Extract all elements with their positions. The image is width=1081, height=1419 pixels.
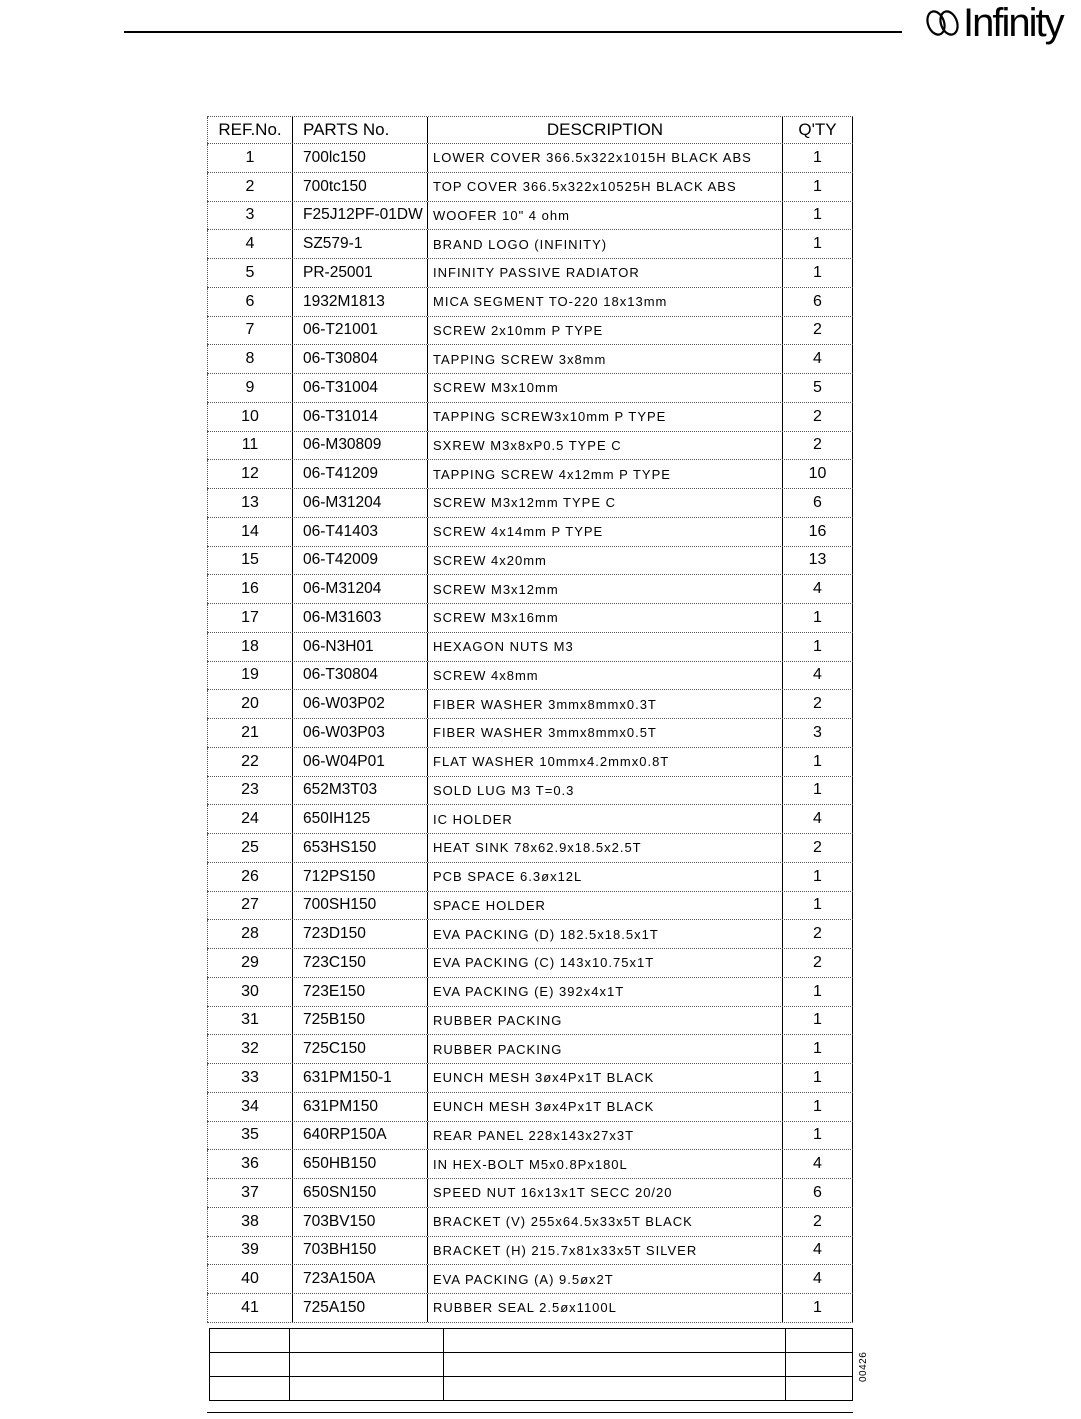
table-header — [207, 116, 853, 144]
parts-table — [207, 116, 853, 1323]
qty-cell: 1 — [782, 748, 853, 776]
ref-cell: 6 — [207, 288, 292, 316]
ref-cell: 10 — [207, 403, 292, 431]
table-row — [207, 1122, 853, 1151]
description-cell: SCREW M3x10mm — [427, 374, 782, 402]
qty-cell: 5 — [782, 374, 853, 402]
part-number-cell: 700tc150 — [292, 173, 427, 201]
description-cell: HEXAGON NUTS M3 — [427, 633, 782, 661]
ref-cell: 38 — [207, 1208, 292, 1236]
description-cell: TOP COVER 366.5x322x10525H BLACK ABS — [427, 173, 782, 201]
table-row — [207, 892, 853, 921]
ref-cell: 29 — [207, 949, 292, 977]
part-number-cell: 06-N3H01 — [292, 633, 427, 661]
table-row — [207, 920, 853, 949]
table-row — [207, 1237, 853, 1266]
table-row — [207, 805, 853, 834]
table-row — [207, 403, 853, 432]
description-cell: FIBER WASHER 3mmx8mmx0.5T — [427, 719, 782, 747]
qty-cell: 1 — [782, 1093, 853, 1121]
part-number-cell: 06-M31603 — [292, 604, 427, 632]
part-number-cell: 725A150 — [292, 1294, 427, 1322]
table-row — [207, 1093, 853, 1122]
description-cell: BRACKET (V) 255x64.5x33x5T BLACK — [427, 1208, 782, 1236]
part-number-cell: 06-T21001 — [292, 317, 427, 345]
description-cell: EVA PACKING (A) 9.5øx2T — [427, 1265, 782, 1293]
qty-cell: 6 — [782, 288, 853, 316]
doc-code: 00426 — [858, 1351, 869, 1382]
table-row — [207, 489, 853, 518]
ref-cell: 25 — [207, 834, 292, 862]
ref-cell: 9 — [207, 374, 292, 402]
description-cell: LOWER COVER 366.5x322x1015H BLACK ABS — [427, 144, 782, 172]
table-row — [207, 518, 853, 547]
ref-cell: 24 — [207, 805, 292, 833]
qty-cell: 10 — [782, 460, 853, 488]
part-number-cell: F25J12PF-01DW — [292, 202, 427, 230]
description-cell: REAR PANEL 228x143x27x3T — [427, 1122, 782, 1150]
qty-cell: 1 — [782, 1064, 853, 1092]
header-qty: Q'TY — [782, 117, 853, 143]
part-number-cell: 06-M31204 — [292, 575, 427, 603]
qty-cell: 4 — [782, 662, 853, 690]
ref-cell: 5 — [207, 259, 292, 287]
ref-cell: 2 — [207, 173, 292, 201]
qty-cell: 1 — [782, 1007, 853, 1035]
ref-cell: 35 — [207, 1122, 292, 1150]
qty-cell: 2 — [782, 834, 853, 862]
brand-name: Infinity — [963, 0, 1063, 45]
table-row — [207, 1294, 853, 1323]
ref-cell: 26 — [207, 863, 292, 891]
part-number-cell: 725B150 — [292, 1007, 427, 1035]
part-number-cell: 06-T42009 — [292, 547, 427, 575]
ref-cell: 3 — [207, 202, 292, 230]
description-cell: RUBBER PACKING — [427, 1035, 782, 1063]
description-cell: SCREW M3x12mm TYPE C — [427, 489, 782, 517]
ref-cell: 23 — [207, 777, 292, 805]
ref-cell: 30 — [207, 978, 292, 1006]
qty-cell: 4 — [782, 345, 853, 373]
blank-row — [210, 1329, 853, 1353]
description-cell: EVA PACKING (C) 143x10.75x1T — [427, 949, 782, 977]
table-row — [207, 978, 853, 1007]
ref-cell: 27 — [207, 892, 292, 920]
description-cell: SOLD LUG M3 T=0.3 — [427, 777, 782, 805]
table-row — [207, 834, 853, 863]
table-row — [207, 345, 853, 374]
table-row — [207, 202, 853, 231]
part-number-cell: 06-T30804 — [292, 662, 427, 690]
qty-cell: 1 — [782, 863, 853, 891]
description-cell: EUNCH MESH 3øx4Px1T BLACK — [427, 1093, 782, 1121]
table-row — [207, 604, 853, 633]
ref-cell: 13 — [207, 489, 292, 517]
description-cell: SPACE HOLDER — [427, 892, 782, 920]
table-row — [207, 173, 853, 202]
table-row — [207, 288, 853, 317]
ref-cell: 20 — [207, 690, 292, 718]
table-row — [207, 374, 853, 403]
part-number-cell: PR-25001 — [292, 259, 427, 287]
qty-cell: 1 — [782, 978, 853, 1006]
ref-cell: 31 — [207, 1007, 292, 1035]
ref-cell: 4 — [207, 230, 292, 258]
description-cell: BRACKET (H) 215.7x81x33x5T SILVER — [427, 1237, 782, 1265]
table-row — [207, 547, 853, 576]
part-number-cell: 06-W03P02 — [292, 690, 427, 718]
ref-cell: 7 — [207, 317, 292, 345]
table-row — [207, 690, 853, 719]
qty-cell: 2 — [782, 920, 853, 948]
part-number-cell: 06-T30804 — [292, 345, 427, 373]
part-number-cell: 06-T31004 — [292, 374, 427, 402]
ref-cell: 22 — [207, 748, 292, 776]
ref-cell: 19 — [207, 662, 292, 690]
ref-cell: 14 — [207, 518, 292, 546]
table-row — [207, 863, 853, 892]
description-cell: RUBBER SEAL 2.5øx1100L — [427, 1294, 782, 1322]
table-row — [207, 1007, 853, 1036]
ref-cell: 12 — [207, 460, 292, 488]
blank-row — [210, 1353, 853, 1377]
description-cell: SCREW 4x14mm P TYPE — [427, 518, 782, 546]
ref-cell: 28 — [207, 920, 292, 948]
part-number-cell: 1932M1813 — [292, 288, 427, 316]
table-row — [207, 432, 853, 461]
part-number-cell: 653HS150 — [292, 834, 427, 862]
description-cell: INFINITY PASSIVE RADIATOR — [427, 259, 782, 287]
part-number-cell: 703BH150 — [292, 1237, 427, 1265]
qty-cell: 13 — [782, 547, 853, 575]
description-cell: SCREW 2x10mm P TYPE — [427, 317, 782, 345]
qty-cell: 1 — [782, 230, 853, 258]
qty-cell: 2 — [782, 403, 853, 431]
description-cell: PCB SPACE 6.3øx12L — [427, 863, 782, 891]
table-row — [207, 1208, 853, 1237]
part-number-cell: 06-M30809 — [292, 432, 427, 460]
description-cell: MICA SEGMENT TO-220 18x13mm — [427, 288, 782, 316]
qty-cell: 2 — [782, 690, 853, 718]
part-number-cell: 652M3T03 — [292, 777, 427, 805]
description-cell: EVA PACKING (E) 392x4x1T — [427, 978, 782, 1006]
table-row — [207, 719, 853, 748]
qty-cell: 1 — [782, 1035, 853, 1063]
part-number-cell: 06-T41403 — [292, 518, 427, 546]
ref-cell: 16 — [207, 575, 292, 603]
qty-cell: 1 — [782, 633, 853, 661]
qty-cell: 2 — [782, 432, 853, 460]
part-number-cell: 631PM150 — [292, 1093, 427, 1121]
part-number-cell: 640RP150A — [292, 1122, 427, 1150]
description-cell: FLAT WASHER 10mmx4.2mmx0.8T — [427, 748, 782, 776]
header-rule — [124, 31, 902, 33]
table-row — [207, 777, 853, 806]
ref-cell: 39 — [207, 1237, 292, 1265]
qty-cell: 4 — [782, 805, 853, 833]
qty-cell: 1 — [782, 1122, 853, 1150]
description-cell: RUBBER PACKING — [427, 1007, 782, 1035]
qty-cell: 1 — [782, 173, 853, 201]
qty-cell: 1 — [782, 144, 853, 172]
bottom-rule — [207, 1412, 853, 1413]
description-cell: SCREW 4x20mm — [427, 547, 782, 575]
description-cell: FIBER WASHER 3mmx8mmx0.3T — [427, 690, 782, 718]
qty-cell: 6 — [782, 489, 853, 517]
part-number-cell: 650SN150 — [292, 1179, 427, 1207]
table-row — [207, 1035, 853, 1064]
table-row — [207, 317, 853, 346]
part-number-cell: 650HB150 — [292, 1150, 427, 1178]
table-row — [207, 1150, 853, 1179]
qty-cell: 4 — [782, 1265, 853, 1293]
part-number-cell: 06-W04P01 — [292, 748, 427, 776]
qty-cell: 2 — [782, 317, 853, 345]
table-row — [207, 633, 853, 662]
part-number-cell: 712PS150 — [292, 863, 427, 891]
description-cell: TAPPING SCREW 3x8mm — [427, 345, 782, 373]
ref-cell: 8 — [207, 345, 292, 373]
ref-cell: 17 — [207, 604, 292, 632]
description-cell: TAPPING SCREW3x10mm P TYPE — [427, 403, 782, 431]
header-ref: REF.No. — [207, 117, 292, 143]
description-cell: SCREW M3x16mm — [427, 604, 782, 632]
ref-cell: 11 — [207, 432, 292, 460]
description-cell: IC HOLDER — [427, 805, 782, 833]
ref-cell: 1 — [207, 144, 292, 172]
description-cell: SCREW M3x12mm — [427, 575, 782, 603]
description-cell: SXREW M3x8xP0.5 TYPE C — [427, 432, 782, 460]
ref-cell: 15 — [207, 547, 292, 575]
description-cell: HEAT SINK 78x62.9x18.5x2.5T — [427, 834, 782, 862]
ref-cell: 34 — [207, 1093, 292, 1121]
table-row — [207, 575, 853, 604]
part-number-cell: 700SH150 — [292, 892, 427, 920]
description-cell: IN HEX-BOLT M5x0.8Px180L — [427, 1150, 782, 1178]
part-number-cell: 631PM150-1 — [292, 1064, 427, 1092]
table-row — [207, 144, 853, 173]
ref-cell: 32 — [207, 1035, 292, 1063]
ref-cell: 33 — [207, 1064, 292, 1092]
ref-cell: 18 — [207, 633, 292, 661]
qty-cell: 2 — [782, 1208, 853, 1236]
part-number-cell: 723A150A — [292, 1265, 427, 1293]
part-number-cell: 703BV150 — [292, 1208, 427, 1236]
description-cell: TAPPING SCREW 4x12mm P TYPE — [427, 460, 782, 488]
part-number-cell: 723E150 — [292, 978, 427, 1006]
table-body — [207, 144, 853, 1323]
part-number-cell: 723C150 — [292, 949, 427, 977]
blank-row — [210, 1377, 853, 1401]
description-cell: BRAND LOGO (INFINITY) — [427, 230, 782, 258]
part-number-cell: 723D150 — [292, 920, 427, 948]
table-row — [207, 1179, 853, 1208]
part-number-cell: 06-T41209 — [292, 460, 427, 488]
qty-cell: 1 — [782, 777, 853, 805]
table-row — [207, 949, 853, 978]
description-cell: EVA PACKING (D) 182.5x18.5x1T — [427, 920, 782, 948]
qty-cell: 4 — [782, 1150, 853, 1178]
description-cell: SCREW 4x8mm — [427, 662, 782, 690]
blank-revision-table — [209, 1328, 853, 1401]
qty-cell: 4 — [782, 575, 853, 603]
part-number-cell: 650IH125 — [292, 805, 427, 833]
ref-cell: 41 — [207, 1294, 292, 1322]
part-number-cell: 06-T31014 — [292, 403, 427, 431]
infinity-logo-icon — [925, 6, 961, 40]
brand-logo — [925, 2, 1063, 44]
part-number-cell: 700lc150 — [292, 144, 427, 172]
part-number-cell: SZ579-1 — [292, 230, 427, 258]
ref-cell: 40 — [207, 1265, 292, 1293]
qty-cell: 1 — [782, 202, 853, 230]
table-row — [207, 1265, 853, 1294]
ref-cell: 21 — [207, 719, 292, 747]
header-description: DESCRIPTION — [427, 117, 782, 143]
table-row — [207, 748, 853, 777]
header-parts: PARTS No. — [292, 117, 427, 143]
description-cell: EUNCH MESH 3øx4Px1T BLACK — [427, 1064, 782, 1092]
part-number-cell: 725C150 — [292, 1035, 427, 1063]
qty-cell: 1 — [782, 604, 853, 632]
description-cell: SPEED NUT 16x13x1T SECC 20/20 — [427, 1179, 782, 1207]
table-row — [207, 230, 853, 259]
ref-cell: 36 — [207, 1150, 292, 1178]
qty-cell: 6 — [782, 1179, 853, 1207]
table-row — [207, 460, 853, 489]
qty-cell: 4 — [782, 1237, 853, 1265]
qty-cell: 1 — [782, 259, 853, 287]
qty-cell: 1 — [782, 892, 853, 920]
table-row — [207, 259, 853, 288]
part-number-cell: 06-W03P03 — [292, 719, 427, 747]
table-row — [207, 662, 853, 691]
qty-cell: 2 — [782, 949, 853, 977]
description-cell: WOOFER 10" 4 ohm — [427, 202, 782, 230]
table-row — [207, 1064, 853, 1093]
qty-cell: 16 — [782, 518, 853, 546]
qty-cell: 3 — [782, 719, 853, 747]
qty-cell: 1 — [782, 1294, 853, 1322]
part-number-cell: 06-M31204 — [292, 489, 427, 517]
ref-cell: 37 — [207, 1179, 292, 1207]
